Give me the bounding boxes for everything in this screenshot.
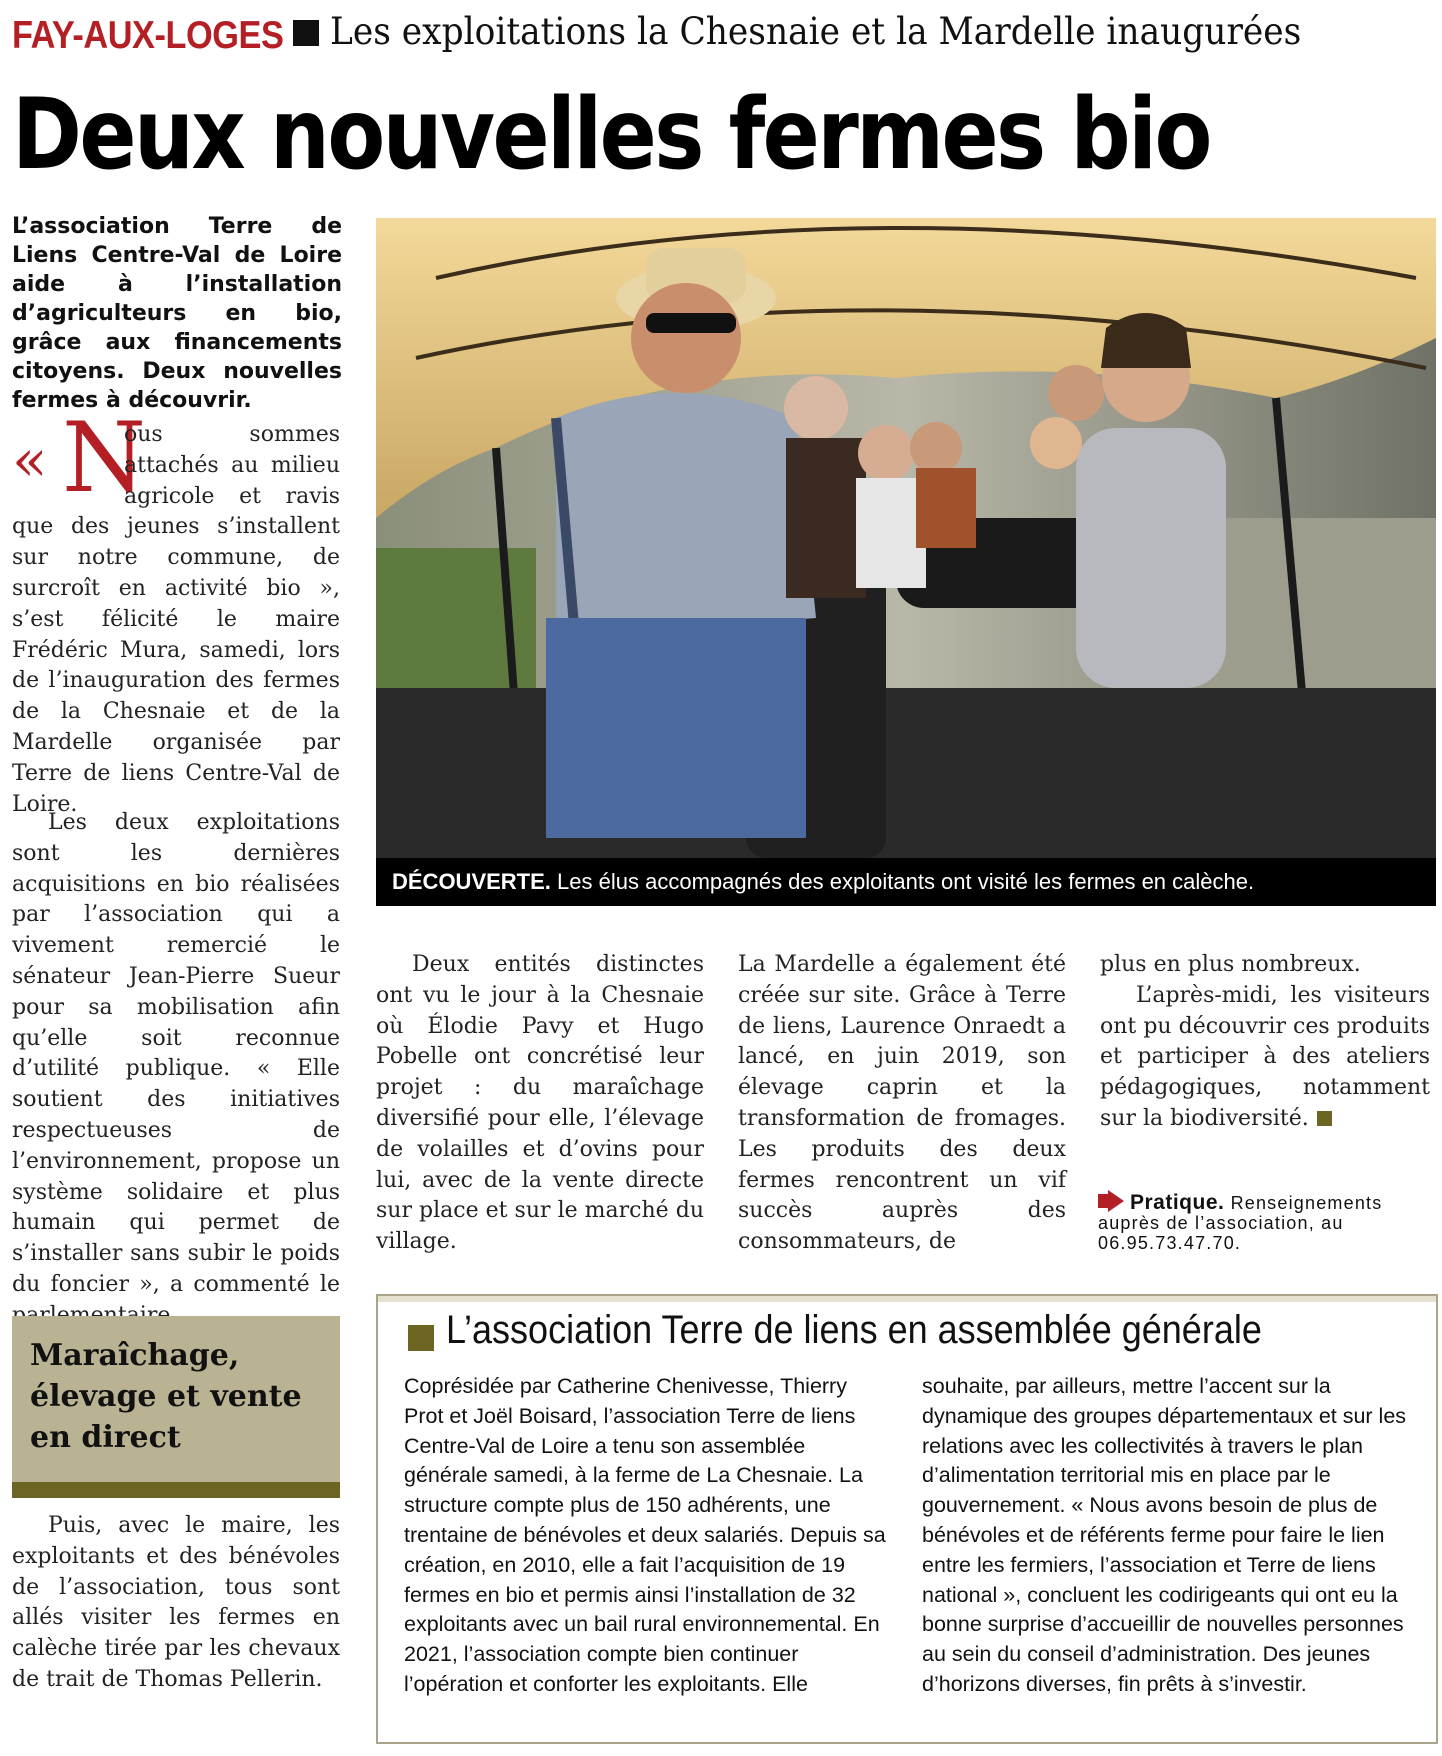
- info-box-column-2: [922, 1372, 1412, 1700]
- info-box-column-2-text: souhaite, par ailleurs, mettre l’accent sur la dynamique des groupes départementaux et sur les relations avec les collectivités à travers le plan d’alimentation territorial mis en place par le gouvernement. « Nous avons besoin de plus de bénévoles et de référents ferme pour faire le lien entre les fermiers, l’association et Terre de liens national », concluent les codirigeants qui ont eu la bonne surprise d’accueillir de nouvelles personnes au sein du conseil d’administration. Des jeunes d’horizons diverses, fin prêts à s’investir.: [922, 1374, 1407, 1696]
- caption-text: Les élus accompagnés des exploitants ont visité les fermes en calèche.: [557, 869, 1255, 894]
- sidebar-title: Maraîchage, élevage et vente en direct: [30, 1338, 302, 1455]
- body-column-1b: [12, 808, 340, 1332]
- headline: Deux nouvelles fermes bio: [12, 78, 1210, 192]
- info-box-top-band: [378, 1296, 1436, 1302]
- dropcap-letter: N: [62, 402, 146, 514]
- kicker-text: Les exploitations la Chesnaie et la Mardelle inaugurées: [330, 10, 1302, 53]
- body-paragraph: Deux entités distinctes ont vu le jour à la Chesnaie où Élodie Pavy et Hugo Pobelle ont concrétisé leur projet : du maraîchage diversifié pour elle, l’élevage de volailles et d’ovins pour lui, avec de la vente directe sur place et sur le marché du village.: [376, 952, 704, 1255]
- body-paragraph: Puis, avec le maire, les exploitants et des bénévoles de l’association, tous sont allés visiter les fermes en calèche tirée par les chevaux de trait de Thomas Pellerin.: [12, 1513, 340, 1692]
- body-paragraph: ous sommes attachés au milieu agricole et ravis que des jeunes s’installent sur notre commune, de surcroît en activité bio », s’est félicité le maire Frédéric Mura, samedi, lors de l’inauguration des fermes de la Chesnaie et de la Mardelle organisée par Terre de liens Centre-Val de Loire.: [12, 422, 340, 817]
- body-paragraph-text: L’après-midi, les visiteurs ont pu découvrir ces produits et participer à des ateliers pédagogiques, notamment sur la biodiversité.: [1100, 982, 1430, 1131]
- pratique-info: [1098, 1190, 1430, 1253]
- pratique-label: Pratique.: [1130, 1191, 1225, 1214]
- body-paragraph: [1100, 981, 1430, 1135]
- end-square-icon: [1317, 1111, 1332, 1126]
- caption-label: DÉCOUVERTE.: [392, 869, 551, 894]
- body-column-1c: [12, 1511, 340, 1696]
- body-column-1: [12, 420, 340, 820]
- box-square-icon: [408, 1325, 434, 1351]
- body-column-3: [738, 950, 1066, 1258]
- info-box-title: L’association Terre de liens en assemblée générale: [446, 1308, 1262, 1352]
- dropcap-quote: «: [12, 426, 48, 494]
- body-paragraph: La Mardelle a également été créée sur site. Grâce à Terre de liens, Laurence Onraedt a lancé, en juin 2019, son élevage caprin et la transformation de fromages. Les produits des deux fermes rencontrent un vif succès auprès des consommateurs, de: [738, 952, 1066, 1255]
- body-column-2: [376, 950, 704, 1258]
- body-paragraph: plus en plus nombreux.: [1100, 952, 1361, 977]
- arrow-icon: [1098, 1190, 1124, 1212]
- photo-caption: [376, 858, 1436, 906]
- lead-paragraph: L’association Terre de Liens Centre-Val de Loire aide à l’installation d’agriculteurs en bio, grâce aux financements citoyens. Deux nouvelles fermes à découvrir.: [12, 214, 342, 413]
- kicker-location: FAY-AUX-LOGES: [12, 14, 284, 57]
- body-column-4: [1100, 950, 1430, 1135]
- dropcap-spacer: [12, 420, 124, 512]
- kicker-square-icon: [293, 20, 319, 46]
- body-paragraph: Les deux exploitations sont les dernières acquisitions en bio réalisées par l’association qui a vivement remercié le sénateur Jean-Pierre Sueur pour sa mobilisation afin qu’elle soit reconnue d’utilité publique. « Elle soutient des initiatives respectueuses de l’environnement, propose un système solidaire et plus humain qui permet de s’installer sans subir le poids du foncier », a commenté le: [12, 810, 340, 1297]
- pratique-text: Renseignements auprès de l’association, au 06.95.73.47.70.: [1098, 1193, 1383, 1253]
- photo-caleche: [376, 218, 1436, 906]
- info-box-column-1: Coprésidée par Catherine Chenivesse, Thierry Prot et Joël Boisard, l’association Terre de liens Centre-Val de Loire a tenu son assemblée générale samedi, à la ferme de La Chesnaie. La structure compte plus de 150 adhérents, une trentaine de bénévoles et deux salariés. Depuis sa création, en 2010, elle a fait l’acquisition de 19 fermes en bio et permis ainsi l’installation de 32 exploitants avec un bail rural environnemental. En 2021, l’association compte bien continuer l’opération et conforter les exploitants. Elle: [404, 1374, 886, 1696]
